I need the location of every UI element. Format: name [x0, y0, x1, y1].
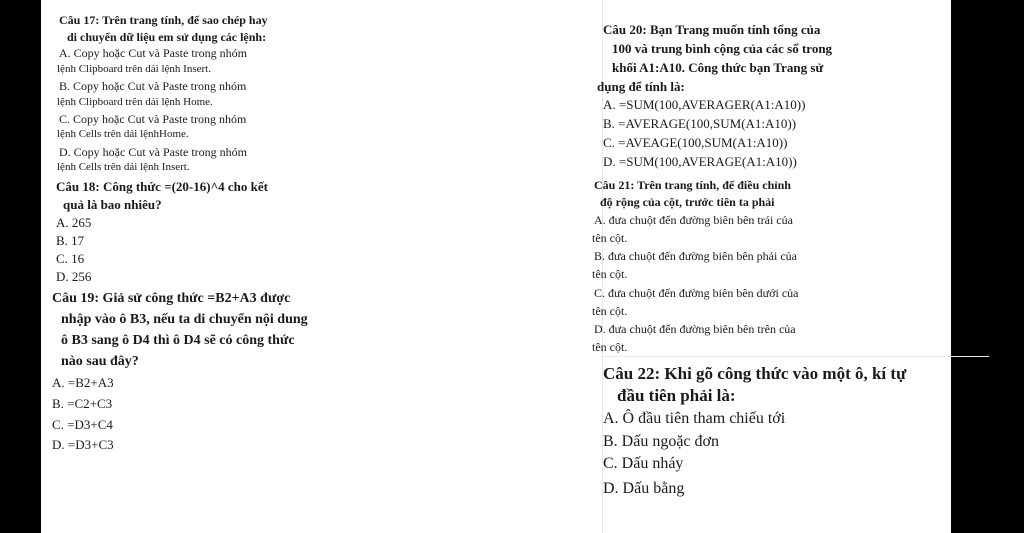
q19-option-c: C. =D3+C4: [52, 417, 113, 432]
q20-title-line2: 100 và trung bình cộng của các số trong: [612, 41, 833, 56]
q17-option-b-line1: B. Copy hoặc Cut và Paste trong nhóm: [59, 79, 247, 93]
q19-option-a: A. =B2+A3: [52, 375, 114, 390]
q18-title-line2: quả là bao nhiêu?: [63, 197, 162, 212]
q20-title-line4: dụng để tính là:: [597, 79, 685, 94]
q22-option-b: B. Dấu ngoặc đơn: [603, 433, 719, 450]
q20-option-d: D. =SUM(100,AVERAGE(A1:A10)): [603, 154, 797, 169]
document-page: [41, 0, 951, 533]
q18-option-b: B. 17: [56, 233, 85, 248]
q18-option-c: C. 16: [56, 251, 85, 266]
q20-option-a: A. =SUM(100,AVERAGER(A1:A10)): [603, 97, 806, 112]
q21-option-c-line2: tên cột.: [592, 304, 628, 318]
q21-option-a-line1: A. đưa chuột đến đường biên bên trái của: [594, 213, 793, 227]
q17-option-a-line1: A. Copy hoặc Cut và Paste trong nhóm: [59, 46, 247, 60]
q22-option-c: C. Dấu nháy: [603, 455, 684, 472]
q20-title-line1: Câu 20: Bạn Trang muốn tính tổng của: [603, 22, 821, 37]
q21-option-b-line1: B. đưa chuột đến đường biên bên phải của: [594, 249, 797, 263]
q17-option-c-line2: lệnh Cells trên dải lệnhHome.: [57, 128, 189, 140]
q21-option-a-line2: tên cột.: [592, 231, 628, 245]
q17-option-d-line2: lệnh Cells trên dải lệnh Insert.: [57, 161, 190, 173]
q20-option-b: B. =AVERAGE(100,SUM(A1:A10)): [603, 116, 797, 131]
q21-option-d-line2: tên cột.: [592, 340, 628, 354]
q21-option-d-line1: D. đưa chuột đến đường biên bên trên của: [594, 322, 796, 336]
q17-option-d-line1: D. Copy hoặc Cut và Paste trong nhóm: [59, 145, 247, 159]
q22-title-line1: Câu 22: Khi gõ công thức vào một ô, kí tự: [603, 364, 907, 383]
q19-title-line2: nhập vào ô B3, nếu ta di chuyển nội dung: [61, 312, 308, 327]
q20-title-line3: khối A1:A10. Công thức bạn Trang sử: [612, 60, 824, 75]
q22-option-d: D. Dấu bằng: [603, 480, 685, 497]
q17-title-line2: di chuyển dữ liệu em sử dụng các lệnh:: [67, 30, 267, 44]
q20-option-c: C. =AVEAGE(100,SUM(A1:A10)): [603, 135, 788, 150]
q19-title-line4: nào sau đây?: [61, 354, 139, 369]
q21-title-line2: độ rộng của cột, trước tiên ta phải: [600, 195, 775, 209]
q17-option-a-line2: lệnh Clipboard trên dải lệnh Insert.: [57, 63, 211, 75]
q22-option-a: A. Ô đầu tiên tham chiếu tới: [603, 410, 786, 427]
q18-title-line1: Câu 18: Công thức =(20-16)^4 cho kết: [56, 179, 268, 194]
q19-title-line1: Câu 19: Giả sử công thức =B2+A3 được: [52, 291, 291, 306]
q17-option-c-line1: C. Copy hoặc Cut và Paste trong nhóm: [59, 112, 247, 126]
q18-option-a: A. 265: [56, 215, 92, 230]
q18-option-d: D. 256: [56, 269, 92, 284]
q19-option-d: D. =D3+C3: [52, 437, 114, 452]
q21-option-b-line2: tên cột.: [592, 267, 628, 281]
section-separator: [603, 356, 989, 357]
q22-title-line2: đầu tiên phải là:: [617, 386, 736, 405]
q21-title-line1: Câu 21: Trên trang tính, để điều chỉnh: [594, 178, 791, 192]
q19-title-line3: ô B3 sang ô D4 thì ô D4 sẽ có công thức: [61, 333, 295, 348]
q17-option-b-line2: lệnh Clipboard trên dải lệnh Home.: [57, 96, 213, 108]
q17-title-line1: Câu 17: Trên trang tính, để sao chép hay: [59, 13, 268, 27]
q21-option-c-line1: C. đưa chuột đến đường biên bên dưới của: [594, 286, 799, 300]
q19-option-b: B. =C2+C3: [52, 396, 113, 411]
